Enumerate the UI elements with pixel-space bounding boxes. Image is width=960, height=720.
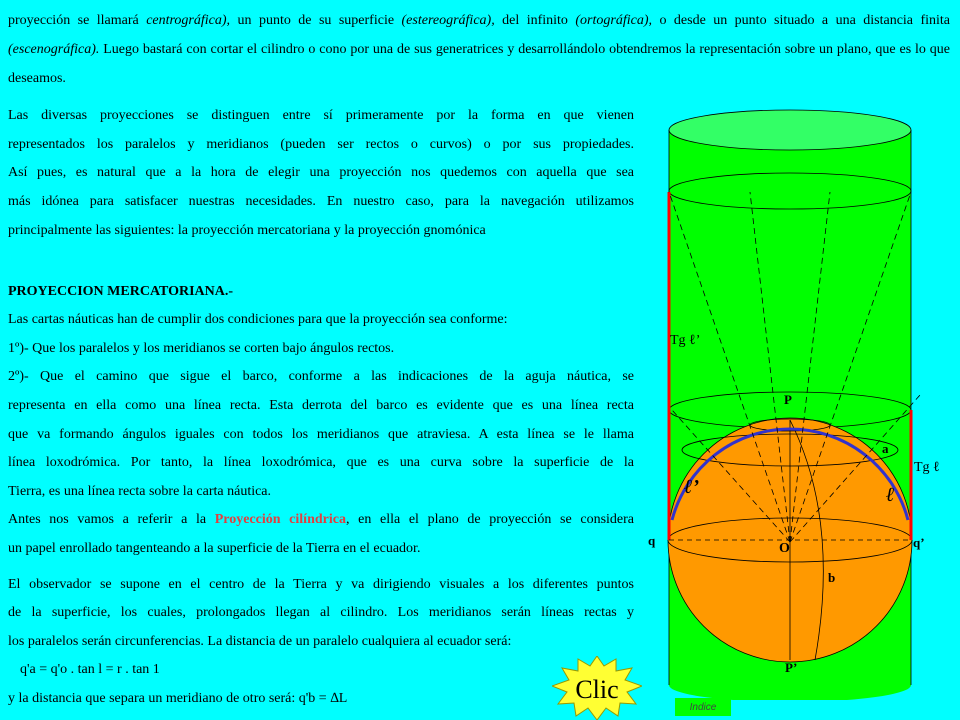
intro-italic-term: (ortográfica),	[575, 13, 652, 28]
cylinder-projection-diagram	[640, 100, 960, 700]
clic-button[interactable]	[552, 656, 642, 720]
formula-line: y la distancia que separa un meridiano de otro será: q'b = ∆L	[8, 691, 348, 706]
text-line: 2º)- Que el camino que sigue el barco, conforme a las indicaciones de la aguja náutica, se	[8, 369, 634, 384]
text-line: Tierra, es una línea recta sobre la carta náutica.	[8, 484, 272, 499]
text-line: 1º)- Que los paralelos y los meridianos se corten bajo ángulos rectos.	[8, 341, 395, 356]
intro-italic-term: (estereográfica),	[401, 13, 495, 28]
cylindrical-projection-link[interactable]: Proyección cilíndrica	[214, 512, 346, 527]
label-b: b	[828, 570, 836, 585]
text-line: Las cartas náuticas han de cumplir dos condiciones para que la proyección sea conforme:	[8, 312, 508, 327]
text-line: Las diversas proyecciones se distinguen entre sí primeramente por la forma en que vienen	[8, 108, 634, 123]
formula-line: q'a = q'o . tan l = r . tan 1	[20, 662, 160, 677]
label-tg-l: Tg ℓ	[914, 460, 940, 475]
text-segment: , en ella el plano de proyección se considera	[345, 512, 634, 527]
label-o: O	[779, 541, 790, 556]
intro-text: del infinito	[494, 13, 576, 28]
text-line: que va formando ángulos iguales con todos los meridianos que atraviesa. A esta línea se le llama	[8, 427, 634, 442]
label-l: ℓ	[886, 484, 895, 506]
intro-text: Luego bastará con cortar el cilindro o cono por una de sus generatrices y desarrollándolo obtendremos la representación sobre un plano, que es lo que deseamos.	[8, 42, 950, 86]
text-line: línea loxodrómica. Por tanto, la línea loxodrómica, que es una curva sobre la superficie de la	[8, 455, 634, 470]
clic-label: Clic	[575, 675, 619, 704]
label-p: P	[784, 392, 792, 407]
text-line: de la superficie, los cuales, prolongados llegan al cilindro. Los meridianos serán líneas rectas y	[8, 605, 634, 620]
text-line: más idónea para satisfacer nuestras necesidades. En nuestro caso, para la navegación utilizamos	[8, 194, 634, 209]
label-q: q	[648, 533, 656, 548]
text-segment: Antes nos vamos a referir a la	[8, 512, 215, 527]
text-line: Así pues, es natural que a la hora de elegir una proyección nos quedemos con aquella que sea	[8, 165, 634, 180]
text-line: representa en ella como una línea recta. Esta derrota del barco es evidente que es una línea recta	[8, 398, 634, 413]
text-line: representados los paralelos y meridianos (pueden ser rectos o curvos) o por sus propiedades.	[8, 137, 634, 152]
intro-text: proyección se llamará	[8, 13, 147, 28]
indice-button[interactable]: Indice	[675, 698, 731, 716]
section-title: PROYECCION MERCATORIANA.-	[8, 284, 234, 299]
intro-text: o desde un punto situado a una distancia finita	[652, 13, 951, 28]
intro-italic-term: centrográfica),	[146, 13, 231, 28]
intro-italic-term: (escenográfica).	[8, 42, 100, 57]
label-a: a	[882, 441, 889, 456]
intro-paragraph	[8, 6, 950, 93]
text-line: principalmente las siguientes: la proyección mercatoriana y la proyección gnomónica	[8, 223, 486, 238]
label-tg-l-prime: Tg ℓ’	[670, 333, 701, 348]
label-l-prime: ℓ’	[684, 476, 700, 498]
label-p-prime: P’	[785, 660, 798, 675]
label-q-prime: q’	[913, 535, 925, 550]
text-line: El observador se supone en el centro de la Tierra y va dirigiendo visuales a los diferentes puntos	[8, 577, 634, 592]
intro-text: un punto de su superficie	[230, 13, 402, 28]
text-line: un papel enrollado tangenteando a la superficie de la Tierra en el ecuador.	[8, 541, 421, 556]
cylinder-top	[669, 110, 911, 150]
text-line	[8, 512, 634, 528]
text-line: los paralelos serán circunferencias. La distancia de un paralelo cualquiera al ecuador será:	[8, 634, 512, 649]
